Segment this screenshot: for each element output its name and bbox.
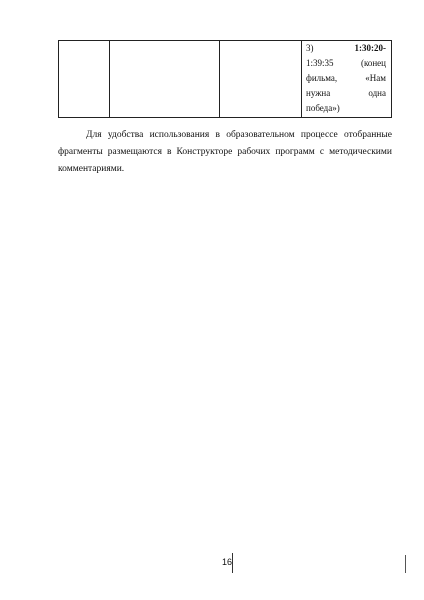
table-column-border [301,40,302,118]
cell-word: одна [368,88,386,98]
cell-word: 1:39:35 [306,58,334,68]
paragraph-line: фрагменты размещаются в Конструкторе рабочих программ с методическими [58,147,392,157]
cell-word: фильма, [306,73,338,83]
table-column-border [219,40,220,118]
cell-timecode-start: 1:30:20- [354,43,386,53]
table-column-border [58,40,59,118]
table-column-border [109,40,110,118]
page-number: 16 [222,557,233,567]
cell-line [306,56,386,71]
cell-word: (конец [360,58,386,68]
body-paragraph [58,127,392,178]
paragraph-line: Для удобства использования в образовательном процессе отобранные [86,130,392,140]
cell-line [306,101,386,116]
margin-rule [405,555,406,573]
cell-word: нужна [306,88,331,98]
cell-word: победа») [306,103,340,113]
paragraph-line: комментариями. [58,164,125,174]
page-number-divider [232,553,233,573]
cell-line [306,86,386,101]
cell-word: «Нам [365,73,386,83]
table-cell-timecodes [306,41,386,116]
cell-line-number: 3) [306,43,314,53]
table-column-border [391,40,392,118]
cell-line [306,41,386,56]
table-fragment [58,40,392,118]
cell-line [306,71,386,86]
